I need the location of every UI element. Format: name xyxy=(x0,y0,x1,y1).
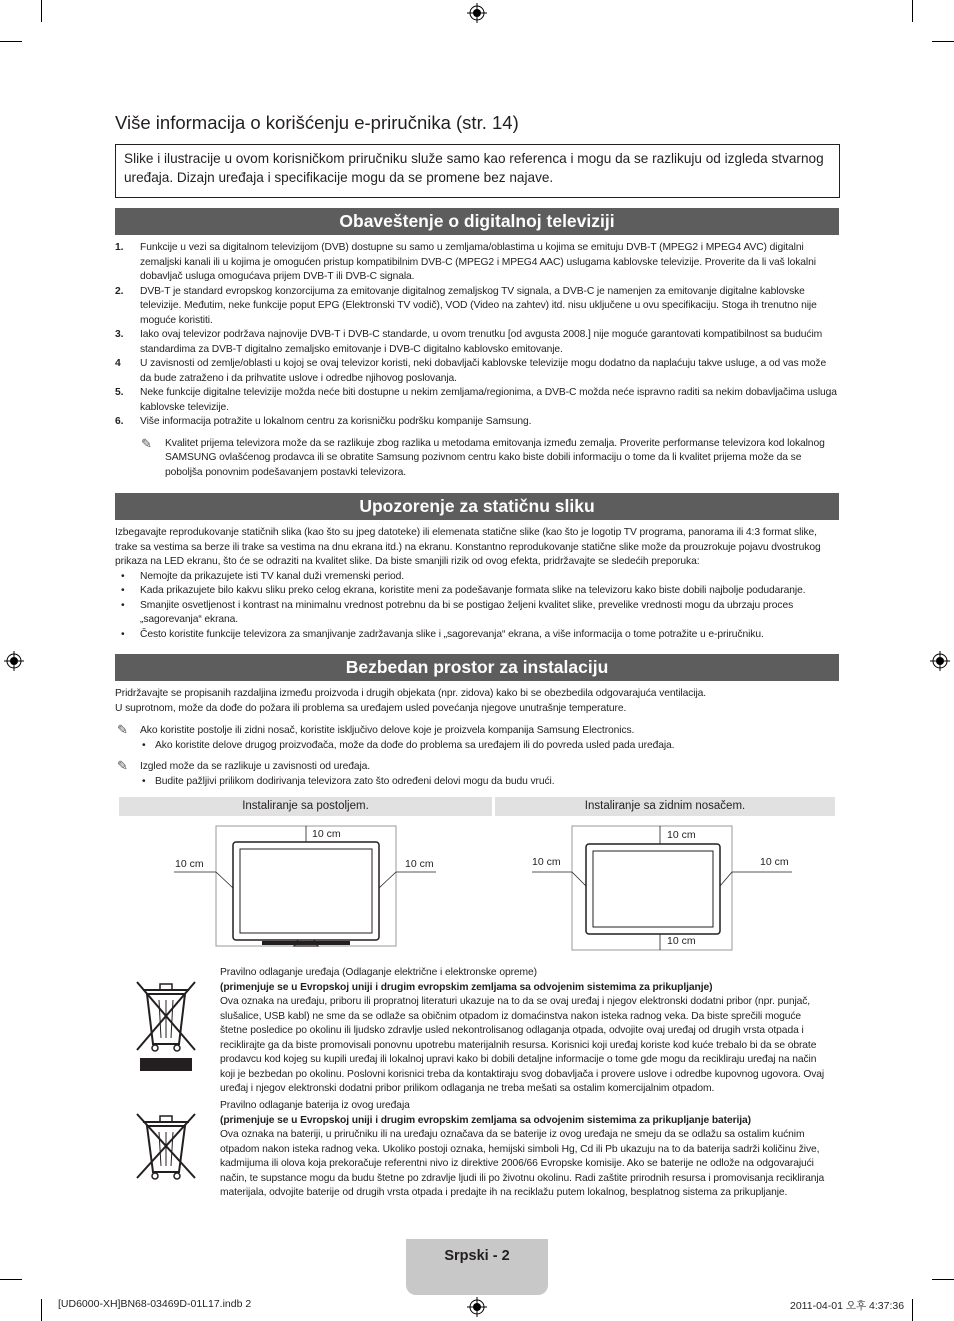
note-text: Ako koristite postolje ili zidni nosač, koristite isključivo delove koje je proizvela kompanija Samsung Electronics. xyxy=(140,725,635,736)
dimension-label: 10 cm xyxy=(667,829,696,841)
list-text: Više informacija potražite u lokalnom centru za korisničku podršku kompanije Samsung. xyxy=(140,416,532,427)
disposal-body: Ova oznaka na uređaju, priboru ili propratnoj literaturi ukazuje na to da se ovaj uređaj i njegov elektronski dodatni pribor (npr. punjač, slušalice, USB kabl) ne sme da se odlaže sa običnim otpadom iz domaćinstva nakon isteka radnog veka. Da biste sprečili moguće štetne posledice po okolinu ili ljudsko zdravlje usled nekontrolisanog odlaganja otpada, odvojite ovaj uređaj od drugih vrsta otpada i reciklirajte ga da biste promovisali ponovnu upotrebu materijalnih resursa. Korisnici koji uređaj koriste kod kuće trebalo bi da se obrate prodavcu kod kojeg su kupili uređaj ili lokalnoj upravi kako bi dobili detaljne informacije o tome gde mogu da recikliraju uređaj na način koji je bezbedan po okolinu. Poslovni korisnici treba da kontaktiraju svog dobavljača i provere uslove i odredbe kupovnog ugovora. Ovaj uređaj i njegov elektronski dodatni pribor prilikom odlaganja ne treba mešati sa ostalim komercijalnim otpadom. xyxy=(220,996,825,1094)
list-item xyxy=(115,357,839,386)
list-number: 2. xyxy=(115,285,124,297)
note-subitem: • Ako koristite delove drugog proizvođača, može da dođe do problema sa uređajem ili do povreda usled pada uređaja. xyxy=(140,739,839,754)
static-image-content xyxy=(115,526,839,642)
note-text: Izgled može da se razlikuje u zavisnosti od uređaja. xyxy=(140,761,371,772)
list-text: Iako ovaj televizor podržava najnovije DVB-T i DVB-C standarde, u ovom trenutku [od avgusta 2008.] nije moguće garantovati kompatibilnost sa budućim standardima za DVB-T digitalno zemaljsko emitovanje i DVB-C digitalno kablovsko emitovanje. xyxy=(140,329,823,355)
dimension-label: 10 cm xyxy=(405,858,434,870)
registration-mark-icon xyxy=(4,651,24,671)
pencil-note-icon: ✎ xyxy=(117,758,128,773)
dimension-label: 10 cm xyxy=(175,858,204,870)
wall-installation-label: Instaliranje sa zidnim nosačem. xyxy=(495,797,835,816)
dimension-label: 10 cm xyxy=(312,828,341,840)
installation-content xyxy=(115,687,839,789)
crop-mark xyxy=(912,1299,913,1321)
crop-mark xyxy=(0,1279,22,1280)
bullet-item: • Kada prikazujete bilo kakvu sliku preko celog ekrana, koristite meni za podešavanje formata slike na televizoru kako biste dobili najbolje podudaranje. xyxy=(115,584,839,599)
section-heading-installation-space: Bezbedan prostor za instalaciju xyxy=(115,654,839,681)
bullet-item: • Smanjite osvetljenost i kontrast na minimalnu vrednost potrebnu da bi se postigao željeni kvalitet slike, prevelike vrednosti mogu da ubrzaju proces „sagorevanja“ ekrana. xyxy=(115,599,839,628)
note xyxy=(115,437,839,481)
page-title: Više informacija o korišćenju e-priručnika (str. 14) xyxy=(115,112,519,133)
list-number: 3. xyxy=(115,329,124,340)
bullet-item: • Često koristite funkcije televizora za smanjivanje zadržavanja slike i „sagorevanja“ ekrana, a više informacija o tome potražite u e-priručniku. xyxy=(115,628,839,643)
crop-mark xyxy=(41,1299,42,1321)
list-text: Funkcije u vezi sa digitalnom televizijom (DVB) dostupne su samo u zemljama/oblastima u kojima se emituju DVB-T (MPEG2 i MPEG4 AVC) digitalni zemaljski kanali ili u kojima je omogućen pristup kompatibilnim DVB-C (MPEG2 i MPEG4 AAC) uslugama kablovske televizije. Proverite da li vaš lokalni dobavljač usluga omogućava prijem DVB-T ili DVB-C signala. xyxy=(140,242,816,282)
crop-mark xyxy=(932,1279,954,1280)
page-number-tab: Srpski - 2 xyxy=(406,1239,548,1295)
footer-timestamp: 2011-04-01 오후 4:37:36 xyxy=(790,1300,905,1312)
registration-mark-icon xyxy=(930,651,950,671)
list-number: 4 xyxy=(115,358,121,369)
paragraph: U suprotnom, može da dođe do požara ili problema sa uređajem usled povećanja njegove unutrašnje temperature. xyxy=(115,702,627,714)
note xyxy=(115,724,839,753)
crop-mark xyxy=(41,0,42,22)
disposal-title: Pravilno odlaganje baterija iz ovog uređaja xyxy=(220,1100,410,1111)
footer-file-info: [UD6000-XH]BN68-03469D-01L17.indb 2 xyxy=(58,1298,252,1310)
list-item xyxy=(115,328,839,357)
note-text: Kvalitet prijema televizora može da se razlikuje zbog razlika u metodama emitovanja između zemalja. Proverite performanse televizora kod lokalnog SAMSUNG ovlašćenog prodavca ili se obratite Samsung pozivnom centru kako biste dobili informaciju o tome da li kvalitet prijema može da se poboljša ponovnim podešavanjem postavki televizora. xyxy=(165,437,825,478)
dimension-label: 10 cm xyxy=(667,935,696,947)
stand-installation-diagram xyxy=(170,822,440,948)
dimension-label: 10 cm xyxy=(760,856,789,868)
list-item xyxy=(115,386,839,415)
registration-mark-icon xyxy=(467,1297,487,1317)
crop-mark xyxy=(932,41,954,42)
list-item xyxy=(115,415,839,430)
stand-installation-label: Instaliranje sa postoljem. xyxy=(119,797,492,816)
list-number: 5. xyxy=(115,387,124,398)
list-text: U zavisnosti od zemlje/oblasti u kojoj se ovaj televizor koristi, neki dobavljači kablovske televizije mogu dodatno da naplaćuju takve usluge, a od vas može da bude zatraženo i da prihvatite uslove i odredbe njihovog poslovanja. xyxy=(140,358,827,384)
crossed-out-battery-bin-icon xyxy=(133,1110,199,1182)
pencil-note-icon: ✎ xyxy=(141,435,152,451)
section-heading-static-image: Upozorenje za statičnu sliku xyxy=(115,493,839,520)
disposal-body: Ova oznaka na bateriji, u priručniku ili na uređaju označava da se baterije iz ovog uređaja ne smeju da se odlažu sa ostalim kućnim otpadom nakon isteka radnog veka. Ukoliko postoji oznaka, hemijski simboli Hg, Cd ili Pb ukazuju na to da baterija sadrži količinu žive, kadmijuma ili olova koja prekoračuje referentni nivo iz direktive 2006/66 Evropske komisije. Ako se baterije ne odlože na odgovarajući način, te supstance mogu da budu štetne po zdravlje ljudi ili po životnu okolinu. Radi zaštite prirodnih resursa i promovisanja recikliranja materijala, odvojite baterije od drugih vrsta otpada i predajte ih na reciklažu putem lokalnog, besplatnog sistema za prikupljanje. xyxy=(220,1129,825,1198)
list-number: 6. xyxy=(115,416,124,427)
disposal-title: Pravilno odlaganje uređaja (Odlaganje električne i elektronske opreme) xyxy=(220,967,537,978)
list-number: 1. xyxy=(115,242,124,253)
crossed-out-bin-icon xyxy=(133,978,199,1074)
bullet-item: • Nemojte da prikazujete isti TV kanal duži vremenski period. xyxy=(115,570,839,585)
list-item xyxy=(115,285,839,329)
note-subitem: • Budite pažljivi prilikom dodirivanja televizora zato što određeni delovi mogu da budu vrući. xyxy=(140,775,839,790)
list-item xyxy=(115,241,839,285)
wall-installation-diagram xyxy=(530,824,795,952)
crop-mark xyxy=(912,0,913,22)
disposal-subtitle: (primenjuje se u Evropskoj uniji i drugim evropskim zemljama sa odvojenim sistemima za prikupljanje) xyxy=(220,981,713,993)
list-text: Neke funkcije digitalne televizije možda neće biti dostupne u nekim zemljama/regionima, a DVB-C možda neće ispravno raditi sa nekim dobavljačima usluga kablovske televizije. xyxy=(140,387,837,413)
paragraph: Izbegavajte reprodukovanje statičnih slika (kao što su jpeg datoteke) ili elemenata statične slike (kao što je logotip TV programa, panorama ili 4:3 format slike, trake sa vestima sa berze ili trake sa vestima na dnu ekrana itd.) na ekranu. Konstantno reprodukovanje statične slike može da prouzrokuje pojavu dvostrukog prikaza na LED ekranu, što će se odraziti na kvalitet slike. Da biste smanjili rizik od ovog efekta, pridržavajte se sledećih preporuka: xyxy=(115,527,821,567)
digital-tv-list xyxy=(115,241,839,480)
note xyxy=(115,760,839,789)
section-heading-digital-tv: Obaveštenje o digitalnoj televiziji xyxy=(115,208,839,235)
registration-mark-icon xyxy=(467,3,487,23)
disposal-battery-text xyxy=(220,1099,830,1201)
pencil-note-icon: ✎ xyxy=(117,722,128,737)
disposal-subtitle: (primenjuje se u Evropskoj uniji i drugim evropskim zemljama sa odvojenim sistemima za prikupljanje baterija) xyxy=(220,1114,751,1126)
crop-mark xyxy=(0,41,22,42)
list-text: DVB-T je standard evropskog konzorcijuma za emitovanje digitalnog zemaljskog TV signala, a DVB-C je namenjen za emitovanje digitalne kablovske televizije. Međutim, neke funkcije poput EPG (Elektronski TV vodič), VOD (Video na zahtev) itd. nisu uključene u ovu specifikaciju. Stoga ih trenutno nije moguće koristiti. xyxy=(140,285,817,326)
notice-box: Slike i ilustracije u ovom korisničkom priručniku služe samo kao referenca i mogu da se razlikuju od izgleda stvarnog uređaja. Dizajn uređaja i specifikacije mogu da se promene bez najave. xyxy=(115,144,840,198)
dimension-label: 10 cm xyxy=(532,856,561,868)
paragraph: Pridržavajte se propisanih razdaljina između proizvoda i drugih objekata (npr. zidova) kako bi se obezbedila odgovarajuća ventilacija. xyxy=(115,688,707,699)
disposal-device-text xyxy=(220,966,830,1097)
